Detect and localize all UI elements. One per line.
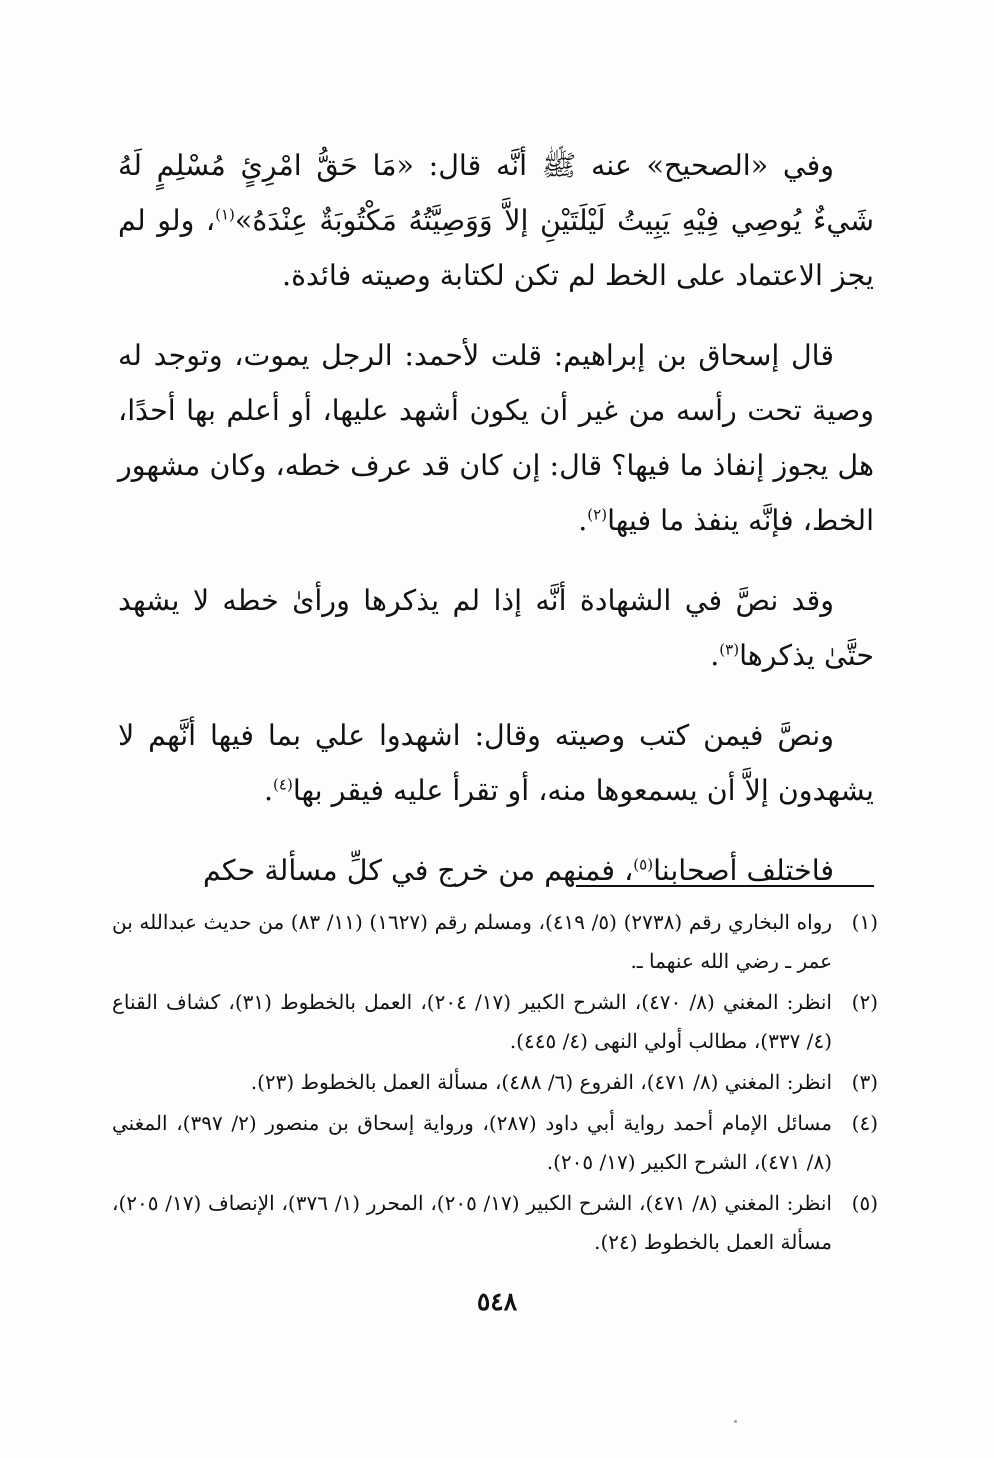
- paragraph-text-continued: .: [710, 639, 720, 672]
- paragraph-text-continued: ، فمنهم من خرج في كلِّ مسألة حكم: [202, 854, 634, 887]
- main-text: [118, 138, 874, 923]
- footnote-divider: [576, 885, 874, 887]
- paragraph-text: قال إسحاق بن إبراهيم: قلت لأحمد: الرجل يموت، وتوجد له وصية تحت رأسه من غير أن يكون أشهد عليها، أو أعلم بها أحدًا، هل يجوز إنفاذ ما فيها؟ قال: إن كان قد عرف خطه، وكان مشهور الخط، فإنَّه ينفذ ما فيها: [118, 339, 874, 537]
- footnote-text: رواه البخاري رقم (٢٧٣٨) (٥/ ٤١٩)، ومسلم رقم (١٦٢٧) (١١/ ٨٣) من حديث عبدالله بن عمر ـ رضي الله عنهما ـ.: [112, 910, 832, 973]
- footnote-marker: (١): [215, 205, 235, 224]
- footnote-marker: (٤): [273, 775, 293, 794]
- paragraph-text: وفي «الصحيح» عنه ﷺ أنَّه قال: «مَا حَقُّ امْرِئٍ مُسْلِمٍ لَهُ شَيءٌ يُوصِي فِيْهِ يَبِيتُ لَيْلَتَيْنِ إلاَّ وَوَصِيَّتُهُ مَكْتُوبَةٌ عِنْدَهُ»: [118, 149, 875, 237]
- footnote-number: (٣): [851, 1070, 878, 1094]
- footnote-marker: (٢): [587, 505, 608, 524]
- footnote-text: مسائل الإمام أحمد رواية أبي داود (٢٨٧)، ورواية إسحاق بن منصور (٢/ ٣٩٧)، المغني (٨/ ٤٧١)، الشرح الكبير (١٧/ ٢٠٥).: [112, 1111, 832, 1174]
- footnote-3: [112, 1063, 878, 1102]
- footnote-marker: (٥): [633, 855, 654, 874]
- footnote-text: انظر: المغني (٨/ ٤٧١)، الشرح الكبير (١٧/ ٢٠٥)، المحرر (١/ ٣٧٦)، الإنصاف (١٧/ ٢٠٥)، مسألة العمل بالخطوط (٢٤).: [112, 1191, 832, 1254]
- footnote-2: [112, 983, 878, 1061]
- paragraph-1: [118, 138, 874, 303]
- footnote-5: [112, 1184, 878, 1262]
- paragraph-5: [118, 843, 874, 898]
- paragraph-text-continued: .: [263, 774, 274, 807]
- paragraph-text: ونصَّ فيمن كتب وصيته وقال: اشهدوا علي بما فيها أنَّهم لا يشهدون إلاَّ أن يسمعوها منه، أو تقرأ عليه فيقر بها: [118, 719, 874, 807]
- footnote-4: [112, 1104, 878, 1182]
- footnote-text: انظر: المغني (٨/ ٤٧٠)، الشرح الكبير (١٧/ ٢٠٤)، العمل بالخطوط (٣١)، كشاف القناع (٤/ ٣٣٧)، مطالب أولي النهى (٤/ ٤٤٥).: [112, 990, 832, 1053]
- footnotes: [112, 903, 878, 1264]
- scan-speck: [734, 1420, 737, 1423]
- paragraph-text-continued: ، ولو لم يجز الاعتماد على الخط لم تكن لكتابة وصيته فائدة.: [118, 204, 874, 292]
- footnote-number: (٢): [851, 990, 878, 1014]
- paragraph-text-continued: .: [578, 504, 588, 537]
- footnote-number: (٤): [851, 1111, 878, 1135]
- paragraph-text: وقد نصَّ في الشهادة أنَّه إذا لم يذكرها ورأىٰ خطه لا يشهد حتَّىٰ يذكرها: [118, 584, 874, 672]
- footnote-1: [112, 903, 878, 981]
- paragraph-4: [118, 708, 874, 818]
- footnote-text: انظر: المغني (٨/ ٤٧١)، الفروع (٦/ ٤٨٨)، مسألة العمل بالخطوط (٢٣).: [250, 1070, 832, 1094]
- footnote-marker: (٣): [719, 640, 740, 659]
- paragraph-text: فاختلف أصحابنا: [653, 854, 834, 887]
- footnote-number: (٥): [851, 1191, 878, 1215]
- page-number: ٥٤٨: [476, 1287, 518, 1316]
- paragraph-3: [118, 573, 874, 683]
- footnote-number: (١): [851, 910, 878, 934]
- paragraph-2: [118, 328, 874, 548]
